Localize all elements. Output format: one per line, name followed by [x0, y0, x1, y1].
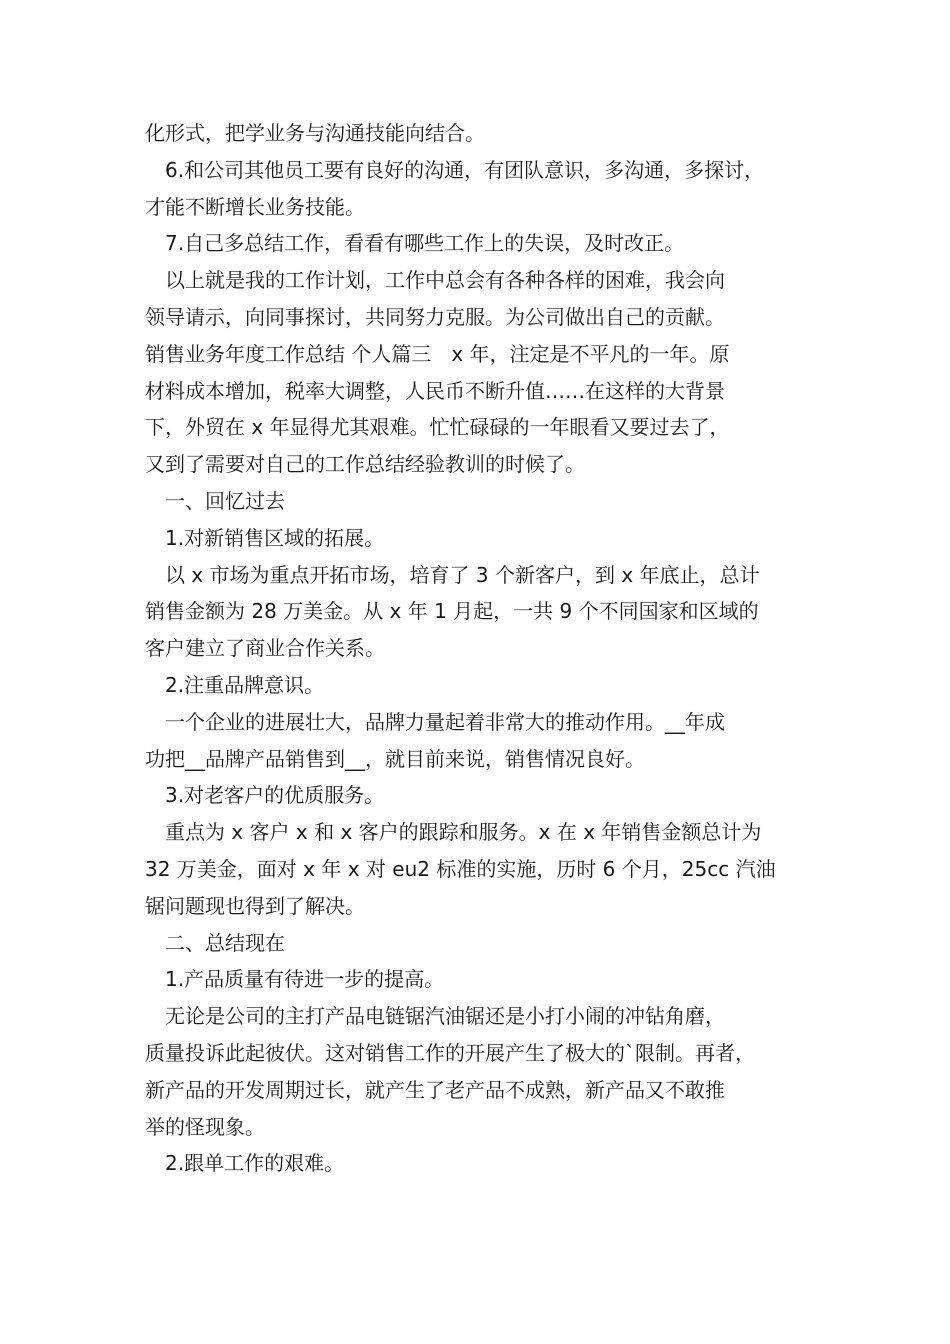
text-line: 1.对新销售区域的拓展。 — [165, 525, 385, 550]
text-line: 32 万美金，面对 x 年 x 对 eu2 标准的实施，历时 6 个月，25cc 汽油 — [145, 856, 776, 881]
text-line: 无论是公司的主打产品电链锯汽油锯还是小打小闹的冲钻角磨， — [165, 1004, 725, 1029]
text-line: 质量投诉此起彼伏。这对销售工作的开展产生了极大的`限制。再者， — [145, 1040, 755, 1065]
text-line: 下，外贸在 x 年显得尤其艰难。忙忙碌碌的一年眼看又要过去了， — [145, 415, 730, 440]
text-line: 举的怪现象。 — [145, 1114, 265, 1139]
text-line: 领导请示，向同事探讨，共同努力克服。为公司做出自己的贡献。 — [145, 304, 725, 329]
text-line: 一、回忆过去 — [165, 488, 285, 513]
text-line: 材料成本增加，税率大调整，人民币不断升值……在这样的大背景 — [145, 378, 725, 403]
text-line: 6.和公司其他员工要有良好的沟通，有团队意识，多沟通，多探讨， — [165, 157, 765, 182]
text-line: 以 x 市场为重点开拓市场，培育了 3 个新客户，到 x 年底止，总计 — [165, 562, 760, 587]
text-line: 一个企业的进展壮大，品牌力量起着非常大的推动作用。__年成 — [165, 709, 725, 734]
text-line: 化形式，把学业务与沟通技能向结合。 — [145, 121, 485, 145]
text-line: 1.产品质量有待进一步的提高。 — [165, 967, 445, 992]
text-line: 二、总结现在 — [165, 930, 285, 955]
text-line: 以上就是我的工作计划，工作中总会有各种各样的困难，我会向 — [165, 268, 725, 293]
text-line: 重点为 x 客户 x 和 x 客户的跟踪和服务。x 在 x 年销售金额总计为 — [165, 820, 762, 845]
text-line: 新产品的开发周期过长，就产生了老产品不成熟，新产品又不敢推 — [145, 1077, 725, 1102]
text-line: 客户建立了商业合作关系。 — [145, 636, 385, 661]
text-line: 功把__品牌产品销售到__，就目前来说，销售情况良好。 — [145, 746, 645, 771]
text-line: 才能不断增长业务技能。 — [145, 194, 365, 219]
text-line: 7.自己多总结工作，看看有哪些工作上的失误，及时改正。 — [165, 231, 685, 256]
text-line: 2.注重品牌意识。 — [165, 672, 325, 697]
text-line: 2.跟单工作的艰难。 — [165, 1151, 345, 1176]
text-line: 3.对老客户的优质服务。 — [165, 783, 385, 808]
text-line: 销售金额为 28 万美金。从 x 年 1 月起，一共 9 个不同国家和区域的 — [145, 599, 759, 624]
text-line: 又到了需要对自己的工作总结经验教训的时候了。 — [145, 452, 585, 477]
text-line: 锯问题现也得到了解决。 — [145, 893, 365, 918]
text-line: 销售业务年度工作总结 个人篇三 x 年，注定是不平凡的一年。原 — [145, 341, 730, 366]
document-body — [145, 115, 817, 1182]
